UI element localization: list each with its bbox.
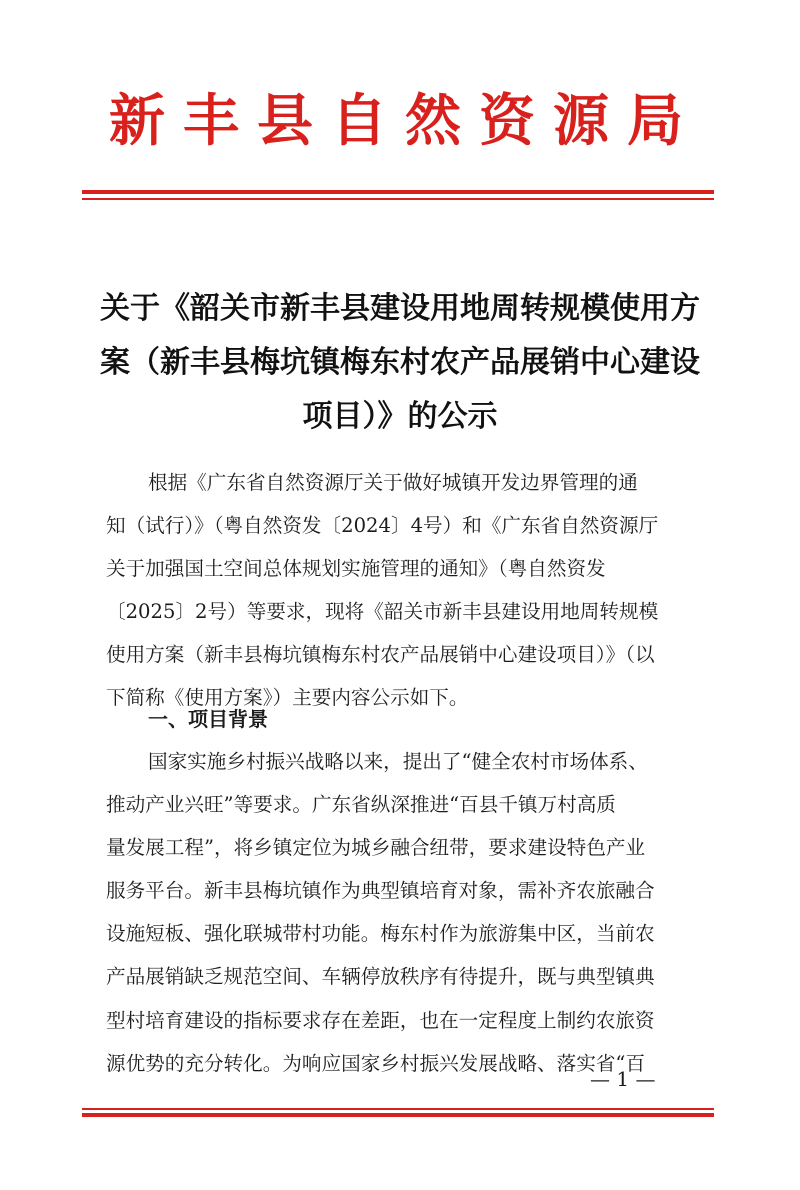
title-line: 案（新丰县梅坑镇梅东村农产品展销中心建设 — [100, 345, 700, 380]
footer-rule-thin — [82, 1108, 714, 1110]
paragraph-line: 下简称《使用方案》）主要内容公示如下。 — [106, 686, 469, 710]
paragraph-intro — [106, 461, 702, 720]
paragraph-line: 关于加强国土空间总体规划实施管理的通知》（粤自然资发 — [106, 557, 606, 581]
letterhead-rule-thick — [82, 190, 714, 194]
paragraph-line: 产品展销缺乏规范空间、车辆停放秩序有待提升，既与典型镇典 — [106, 965, 655, 989]
paragraph-line: 服务平台。新丰县梅坑镇作为典型镇培育对象，需补齐农旅融合 — [106, 879, 655, 903]
document-title — [100, 282, 700, 444]
title-line: 项目）》的公示 — [302, 399, 498, 434]
footer-rule-thick — [82, 1113, 714, 1117]
paragraph-line: 知（试行）》（粤自然资发〔2024〕4号）和《广东省自然资源厅 — [106, 514, 659, 538]
paragraph-line: 〔2025〕2号）等要求，现将《韶关市新丰县建设用地周转规模 — [106, 600, 659, 624]
paragraph-background — [106, 740, 702, 1085]
letterhead-rule-thin — [82, 198, 714, 200]
title-line: 关于《韶关市新丰县建设用地周转规模使用方 — [100, 291, 700, 326]
paragraph-line: 源优势的充分转化。为响应国家乡村振兴发展战略、落实省“百 — [106, 1051, 646, 1075]
paragraph-line: 型村培育建设的指标要求存在差距，也在一定程度上制约农旅资 — [106, 1008, 655, 1032]
paragraph-line: 使用方案（新丰县梅坑镇梅东村农产品展销中心建设项目）》（以 — [106, 643, 655, 667]
paragraph-line: 设施短板、强化联城带村功能。梅东村作为旅游集中区，当前农 — [106, 922, 655, 946]
page-number: — 1 — — [590, 1067, 656, 1091]
paragraph-line: 量发展工程”，将乡镇定位为城乡融合纽带，要求建设特色产业 — [106, 836, 646, 860]
section-heading-background: 一、项目背景 — [148, 707, 268, 731]
paragraph-line: 国家实施乡村振兴战略以来，提出了“健全农村市场体系、 — [148, 750, 648, 773]
paragraph-line: 根据《广东省自然资源厅关于做好城镇开发边界管理的通 — [148, 471, 638, 494]
paragraph-line: 推动产业兴旺”等要求。广东省纵深推进“百县千镇万村高质 — [106, 793, 616, 817]
letterhead-agency-name: 新丰县自然资源局 — [109, 88, 701, 154]
